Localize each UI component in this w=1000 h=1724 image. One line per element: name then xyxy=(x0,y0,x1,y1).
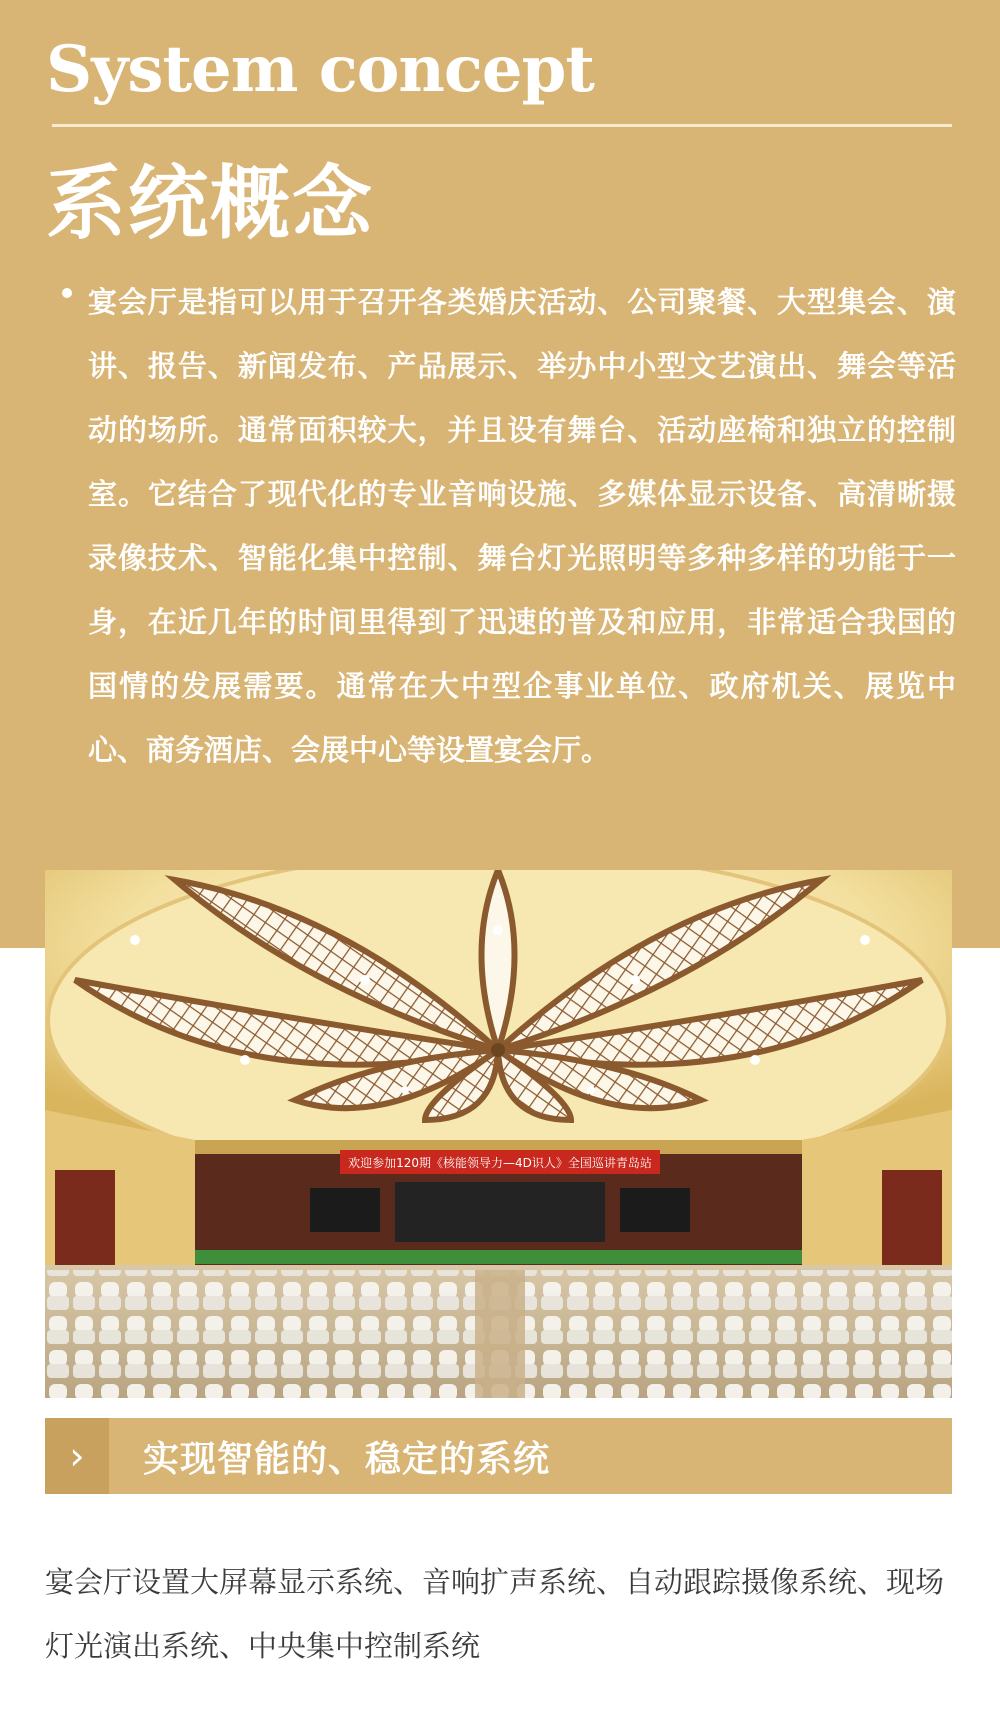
banner-text: 欢迎参加120期《核能领导力—4D识人》全国巡讲青岛站 xyxy=(348,1156,652,1170)
section-header xyxy=(45,1418,952,1494)
page-title-cn: 系统概念 xyxy=(46,157,374,250)
title-divider xyxy=(52,124,952,127)
intro-paragraph: 宴会厅是指可以用于召开各类婚庆活动、公司聚餐、大型集会、演讲、报告、新闻发布、产品展示、举办中小型文艺演出、舞会等活动的场所。通常面积较大，并且设有舞台、活动座椅和独立的控制室。它结合了现代化的专业音响设施、多媒体显示设备、高清晰摄录像技术、智能化集中控制、舞台灯光照明等多种多样的功能于一身，在近几年的时间里得到了迅速的普及和应用，非常适合我国的国情的发展需要。通常在大中型企事业单位、政府机关、展览中心、商务酒店、会展中心等设置宴会厅。 xyxy=(88,285,956,767)
page-title-en: System concept xyxy=(46,32,594,107)
section-title: 实现智能的、稳定的系统 xyxy=(143,1438,551,1480)
banquet-hall-photo xyxy=(45,870,952,1398)
chevron-right-icon: › xyxy=(45,1418,109,1494)
bullet-icon xyxy=(62,288,72,298)
system-description: 宴会厅设置大屏幕显示系统、音响扩声系统、自动跟踪摄像系统、现场灯光演出系统、中央集中控制系统 xyxy=(45,1565,945,1663)
